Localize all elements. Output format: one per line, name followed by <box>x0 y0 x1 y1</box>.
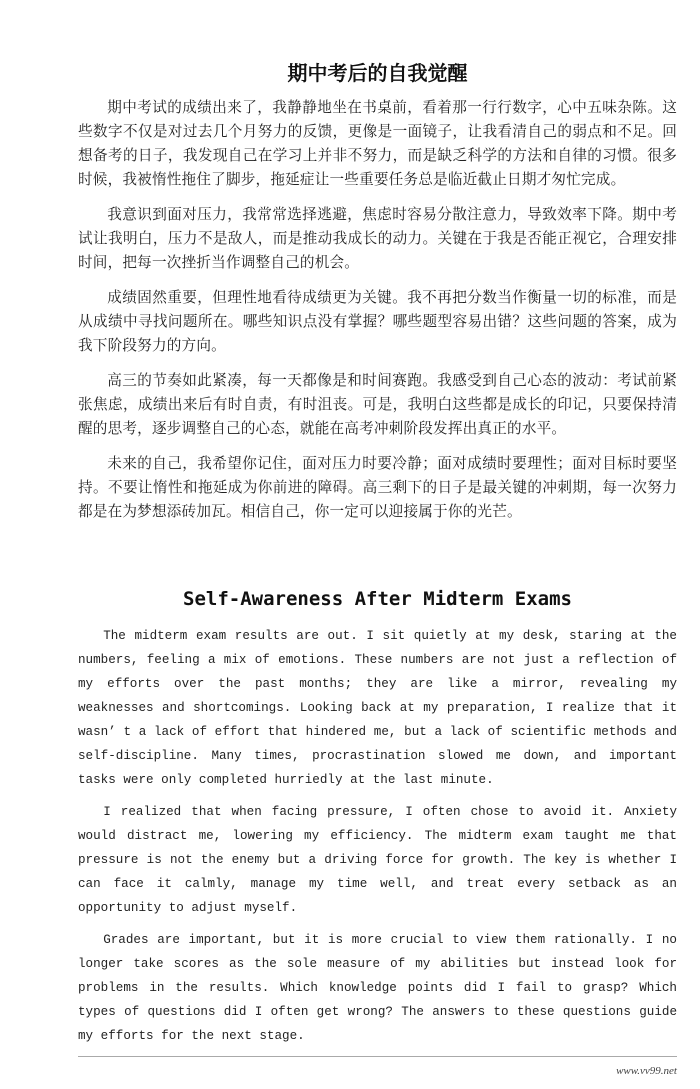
en-paragraph-1: The midterm exam results are out. I sit quietly at my desk, staring at the numbers, feeling a mix of emotions. These numbers are not just a reflection of my efforts over the past months; they are like a mirror, revealing my weaknesses and shortcomings. Looking back at my preparation, I realize that it wasn’ t a lack of effort that hindered me, but a lack of scientific methods and self-discipline. Many times, procrastination slowed me down, and important tasks were only completed hurriedly at the last minute. <box>78 629 677 787</box>
english-title: Self-Awareness After Midterm Exams <box>183 588 572 610</box>
zh-paragraph-4: 高三的节奏如此紧凑，每一天都像是和时间赛跑。我感受到自己心态的波动：考试前紧张焦虑，成绩出来后有时自责，有时沮丧。可是，我明白这些都是成长的印记，只要保持清醒的思考，逐步调整自己的心态，就能在高考冲刺阶段发挥出真正的水平。 <box>78 372 677 437</box>
en-paragraph-2: I realized that when facing pressure, I often chose to avoid it. Anxiety would distract me, lowering my efficiency. The midterm exam taught me that pressure is not the enemy but a driving force for growth. The key is whether I can face it calmly, manage my time well, and treat every setback as an opportunity to adjust myself. <box>78 805 677 915</box>
chinese-title: 期中考后的自我觉醒 <box>287 61 468 85</box>
en-paragraph-3: Grades are important, but it is more crucial to view them rationally. I no longer take scores as the sole measure of my abilities but instead look for problems in the results. Which knowledge points did I fail to grasp? Which types of questions did I often get wrong? The answers to these questions guide my efforts for the next stage. <box>78 933 677 1043</box>
zh-paragraph-2: 我意识到面对压力，我常常选择逃避，焦虑时容易分散注意力，导致效率下降。期中考试让我明白，压力不是敌人，而是推动我成长的动力。关键在于我是否能正视它，合理安排时间，把每一次挫折当作调整自己的机会。 <box>78 206 677 271</box>
zh-paragraph-3: 成绩固然重要，但理性地看待成绩更为关键。我不再把分数当作衡量一切的标准，而是从成绩中寻找问题所在。哪些知识点没有掌握？哪些题型容易出错？这些问题的答案，成为我下阶段努力的方向。 <box>78 289 677 354</box>
footer-divider <box>78 1056 677 1057</box>
document-page <box>78 0 677 1089</box>
zh-paragraph-5: 未来的自己，我希望你记住，面对压力时要冷静；面对成绩时要理性；面对目标时要坚持。不要让惰性和拖延成为你前进的障碍。高三剩下的日子是最关键的冲刺期，每一次努力都是在为梦想添砖加瓦。相信自己，你一定可以迎接属于你的光芒。 <box>78 455 677 520</box>
zh-paragraph-1: 期中考试的成绩出来了，我静静地坐在书桌前，看着那一行行数字，心中五味杂陈。这些数字不仅是对过去几个月努力的反馈，更像是一面镜子，让我看清自己的弱点和不足。回想备考的日子，我发现自己在学习上并非不努力，而是缺乏科学的方法和自律的习惯。很多时候，我被惰性拖住了脚步，拖延症让一些重要任务总是临近截止日期才匆忙完成。 <box>78 99 677 188</box>
footer-url: www.vv99.net <box>616 1065 677 1077</box>
